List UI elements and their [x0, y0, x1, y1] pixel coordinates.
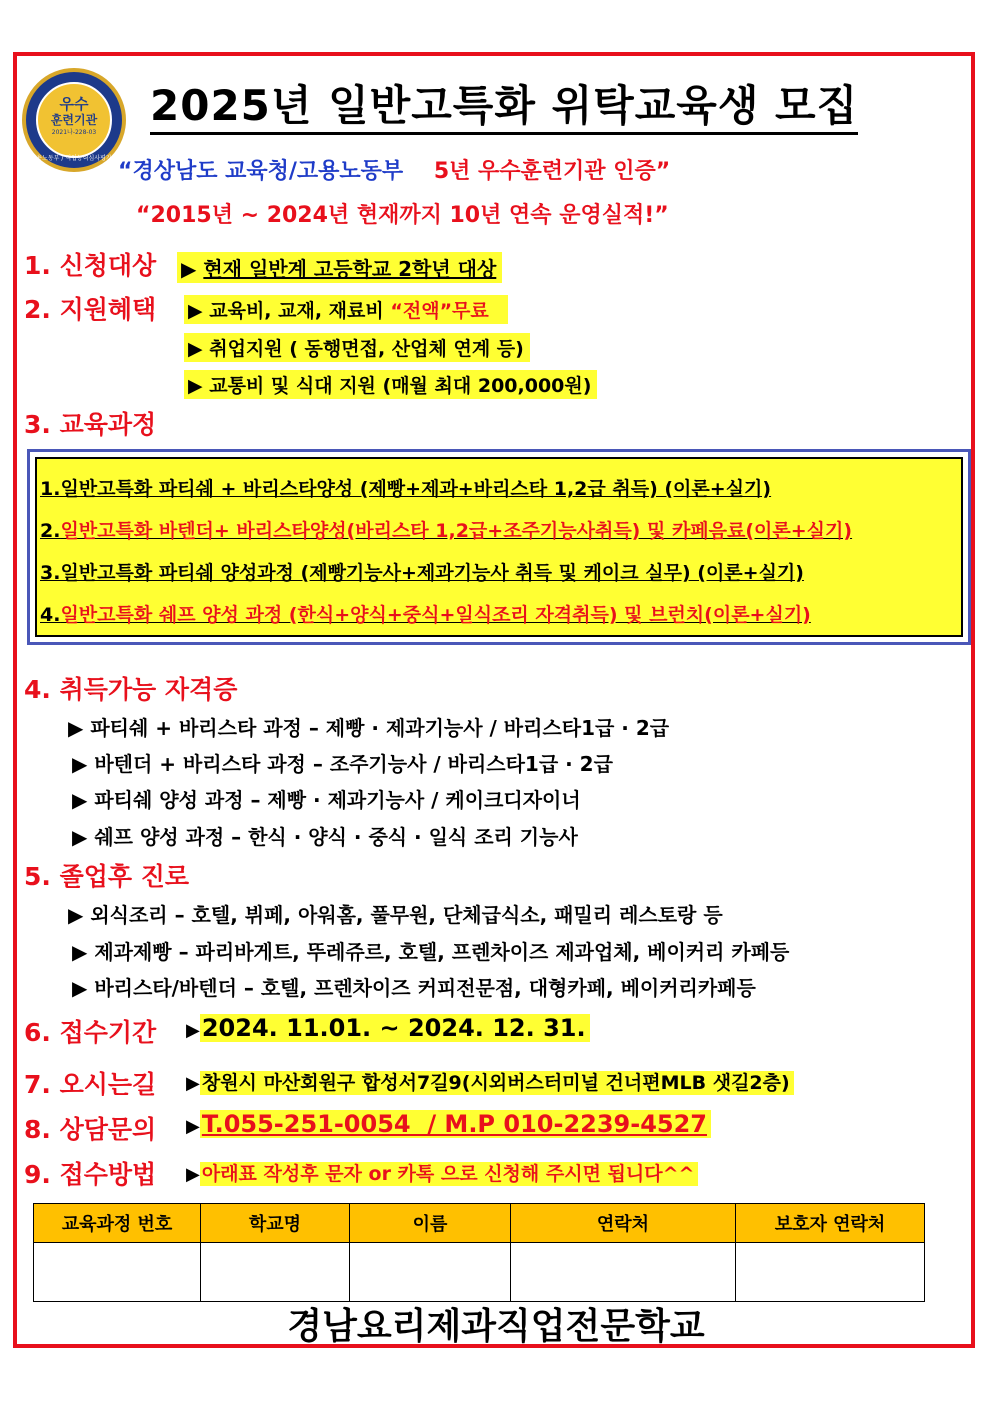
cell-course-number[interactable] — [34, 1243, 201, 1302]
badge-line2: 훈련기관 — [50, 113, 98, 127]
course-4-text: 일반고특화 쉐프 양성 과정 (한식+양식+중식+일식조리 자격취득) 및 브런치(이론+실기) — [60, 604, 811, 626]
subtitle-certification — [118, 154, 670, 185]
directions — [186, 1068, 794, 1095]
section1-heading: 1. 신청대상 — [24, 251, 157, 280]
contact — [186, 1110, 711, 1138]
benefit-1 — [184, 295, 508, 324]
address-text: 창원시 마산회원구 합성서7길9(시외버스터미널 건너편MLB 샛길2층) — [200, 1071, 794, 1095]
benefit-3: ▶ 교통비 및 식대 지원 (매월 최대 200,000원) — [184, 370, 597, 399]
cell-phone[interactable] — [511, 1243, 736, 1302]
section8-arrow: ▶ — [186, 1116, 200, 1137]
career-item: ▶ 외식조리 – 호텔, 뷔페, 아워홈, 풀무원, 단체급식소, 패밀리 레스토랑 등 — [68, 903, 723, 927]
col-course-number: 교육과정 번호 — [34, 1204, 201, 1243]
section6-heading: 6. 접수기간 — [24, 1018, 157, 1047]
course-4 — [40, 600, 811, 627]
section7-heading: 7. 오시는길 — [24, 1070, 157, 1099]
benefit-1-text: 교육비, 교재, 재료비 — [209, 300, 384, 322]
application-period — [186, 1014, 590, 1042]
course-2-text: 일반고특화 바텐더+ 바리스타양성(바리스타 1,2급+조주기능사취득) 및 카페음료(이론+실기) — [60, 520, 853, 542]
section4-heading: 4. 취득가능 자격증 — [24, 675, 238, 704]
section7-arrow: ▶ — [186, 1073, 200, 1094]
page-title: 2025년 일반고특화 위탁교육생 모집 — [150, 80, 858, 135]
excellent-training-badge — [22, 68, 126, 172]
section1-target — [177, 252, 502, 283]
cert-item: ▶ 바텐더 + 바리스타 과정 – 조주기능사 / 바리스타1급 · 2급 — [72, 752, 613, 776]
section2-heading: 2. 지원혜택 — [24, 295, 157, 324]
apply-method-text: 아래표 작성후 문자 or 카톡 으로 신청해 주시면 됩니다^^ — [200, 1162, 699, 1186]
section6-arrow: ▶ — [186, 1020, 200, 1041]
cell-school-name[interactable] — [201, 1243, 350, 1302]
cell-name[interactable] — [350, 1243, 511, 1302]
col-school-name: 학교명 — [201, 1204, 350, 1243]
section9-heading: 9. 접수방법 — [24, 1160, 157, 1189]
cell-guardian-phone[interactable] — [736, 1243, 925, 1302]
course-2-num: 2. — [40, 520, 61, 542]
career-item: ▶ 바리스타/바텐더 – 호텔, 프렌차이즈 커피전문점, 대형카페, 베이커리카페등 — [72, 976, 756, 1000]
benefit-1-arrow: ▶ — [188, 300, 203, 322]
course-3: 3.일반고특화 파티쉐 양성과정 (제빵기능사+제과기능사 취득 및 케이크 실무) (이론+실기) — [40, 562, 804, 584]
badge-line3: 2021나-228-03 — [51, 129, 97, 136]
cert-item: ▶ 쉐프 양성 과정 – 한식 · 양식 · 중식 · 일식 조리 기능사 — [72, 825, 578, 849]
section5-heading: 5. 졸업후 진로 — [24, 862, 190, 891]
section1-arrow: ▶ — [181, 257, 197, 281]
career-item: ▶ 제과제빵 – 파리바게트, 뚜레쥬르, 호텔, 프렌차이즈 제과업체, 베이커리 카페등 — [72, 940, 790, 964]
section8-heading: 8. 상담문의 — [24, 1115, 157, 1144]
subtitle-part1: “경상남도 교육청/고용노동부 — [118, 159, 404, 184]
school-name: 경남요리제과직업전문학교 — [287, 1306, 705, 1347]
section3-heading: 3. 교육과정 — [24, 410, 157, 439]
cert-item: ▶ 파티쉐 + 바리스타 과정 – 제빵 · 제과기능사 / 바리스타1급 · 2급 — [68, 716, 670, 740]
col-phone: 연락처 — [511, 1204, 736, 1243]
application-table — [33, 1203, 925, 1302]
section1-text: 현재 일반계 고등학교 2학년 대상 — [203, 257, 497, 281]
section9-arrow: ▶ — [186, 1164, 200, 1185]
course-4-num: 4. — [40, 604, 61, 626]
course-1: 1.일반고특화 파티쉐 + 바리스타양성 (제빵+제과+바리스타 1,2급 취득) (이론+실기) — [40, 478, 772, 500]
subtitle-record: “2015년 ~ 2024년 현재까지 10년 연속 운영실적!” — [136, 203, 669, 228]
benefit-2: ▶ 취업지원 ( 동행면접, 산업체 연계 등) — [184, 333, 530, 362]
col-name: 이름 — [350, 1204, 511, 1243]
apply-method — [186, 1159, 698, 1186]
cert-item: ▶ 파티쉐 양성 과정 – 제빵 · 제과기능사 / 케이크디자이너 — [72, 788, 581, 812]
badge-line1: 우수 — [59, 95, 89, 113]
badge-line4: 고용노동부 / 직업능력심사평가원 — [30, 155, 118, 162]
course-2 — [40, 516, 852, 543]
contact-text: T.055-251-0054 / M.P 010-2239-4527 — [200, 1110, 711, 1138]
subtitle-part2: 5년 우수훈련기관 인증” — [433, 159, 671, 184]
period-text: 2024. 11.01. ~ 2024. 12. 31. — [200, 1014, 590, 1042]
col-guardian-phone: 보호자 연락처 — [736, 1204, 925, 1243]
benefit-1-free: “전액”무료 — [390, 300, 489, 322]
